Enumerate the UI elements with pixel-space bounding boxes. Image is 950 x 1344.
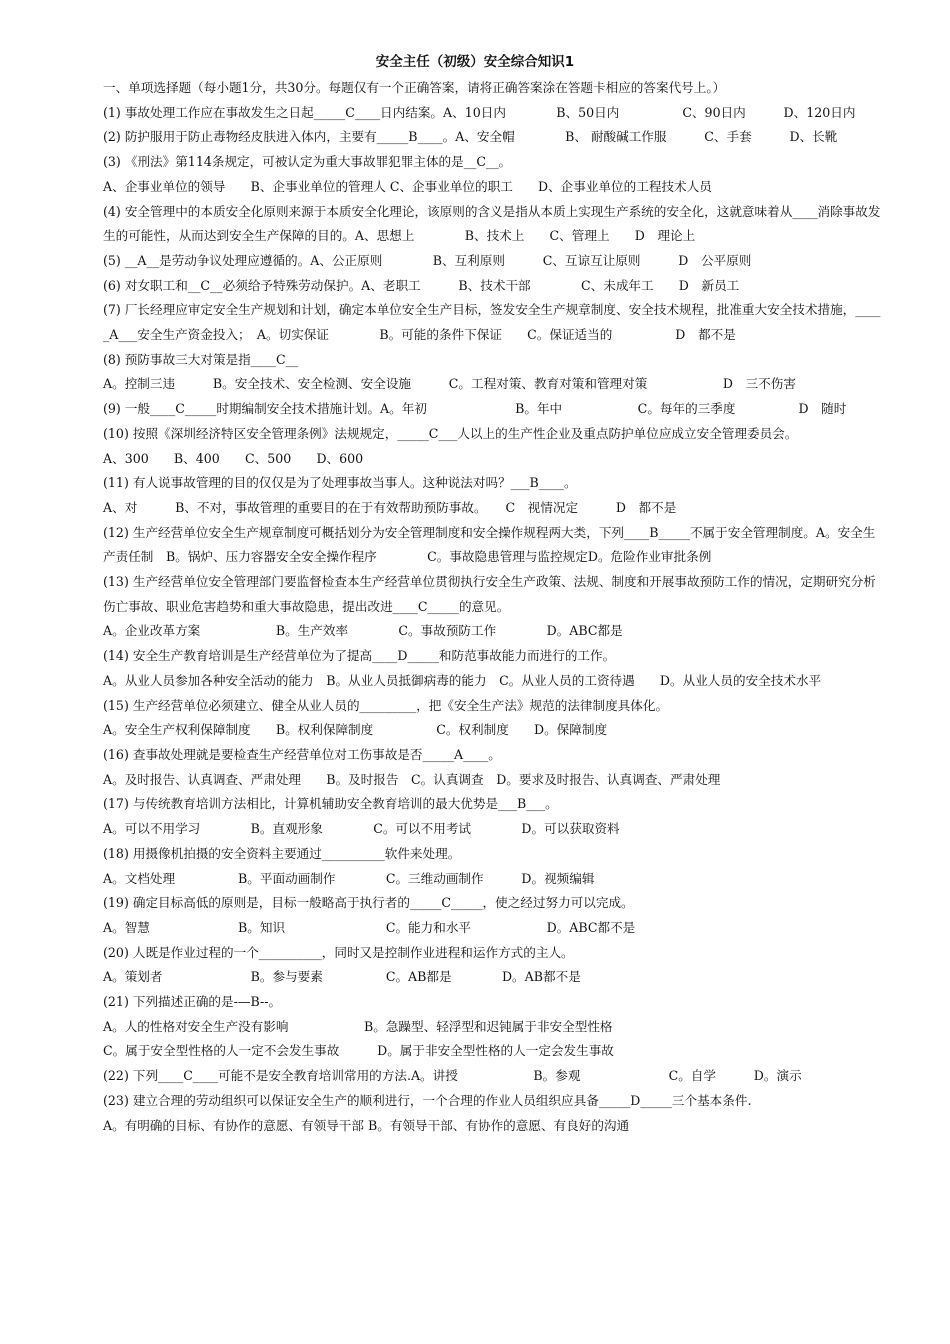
document-line: (13) 生产经营单位安全管理部门要监督检查本生产经营单位贯彻执行安全生产政策、法规、制度和开展事故预防工作的情况，定期研究分析伤亡事故、职业危害趋势和重大事故隐患，提出改进____C_____的意见。 xyxy=(103,574,876,614)
document-line: A。从业人员参加各种安全活动的能力 B。从业人员抵御病毒的能力 C。从业人员的工资待遇 D。从业人员的安全技术水平 xyxy=(103,672,822,688)
document-line: A。文档处理 B。平面动画制作 C。三维动画制作 D。视频编辑 xyxy=(103,870,595,886)
document-line: (22) 下列____C____可能不是安全教育培训常用的方法.A。讲授 B。参观 C。自学 D。演示 xyxy=(103,1068,802,1084)
document-line: (7) 厂长经理应审定安全生产规划和计划，确定本单位安全生产目标，签发安全生产规章制度、安全技术规程，批准重大安全技术措施，_____A___安全生产资金投入； A。切实保证 B。可能的条件下保证 C。保证适当的 D 都不是 xyxy=(103,302,881,343)
page-title: 安全主任（初级）安全综合知识1 xyxy=(375,54,575,70)
document-line: A。安全生产权利保障制度 B。权利保障制度 C。权利制度 D。保障制度 xyxy=(103,722,608,738)
document-line: (5) __A__是劳动争议处理应遵循的。A、公正原则 B、互利原则 C、互谅互让原则 D 公平原则 xyxy=(103,252,752,268)
document-line: A。策划者 B。参与要素 C。AB都是 D。AB都不是 xyxy=(103,969,581,985)
document-line: A。人的性格对安全生产没有影响 B。急躁型、轻浮型和迟钝属于非安全型性格 xyxy=(103,1018,613,1034)
document-line: A。有明确的目标、有协作的意愿、有领导干部 B。有领导干部、有协作的意愿、有良好的沟通 xyxy=(103,1117,630,1133)
document-line: 一、单项选择题（每小题1分，共30分。每题仅有一个正确答案，请将正确答案涂在答题卡相应的答案代号上。） xyxy=(103,80,726,95)
document-line: (19) 确定目标高低的原则是，目标一般略高于执行者的_____C_____，使之经过努力可以完成。 xyxy=(103,895,634,911)
document-line: (16) 查事故处理就是要检查生产经营单位对工伤事故是否_____A____。 xyxy=(103,746,501,762)
document-line: (9) 一般____C_____时期编制安全技术措施计划。A。年初 B。年中 C。每年的三季度 D 随时 xyxy=(103,401,847,417)
document-line: A。可以不用学习 B。直观形象 C。可以不用考试 D。可以获取资料 xyxy=(103,821,620,837)
document-line: (3) 《刑法》第114条规定，可被认定为重大事故罪犯罪主体的是__C__。 xyxy=(103,154,512,170)
document-line: (6) 对女职工和__C__必须给予特殊劳动保护。A、老职工 B、技术干部 C、未成年工 D 新员工 xyxy=(103,277,740,293)
document-line: C。属于安全型性格的人一定不会发生事故 D。属于非安全型性格的人一定会发生事故 xyxy=(103,1043,614,1059)
document-line: (8) 预防事故三大对策是指____C__ xyxy=(103,351,299,367)
document-line: (12) 生产经营单位安全生产规章制度可概括划分为安全管理制度和安全操作规程两大类，下列____B_____不属于安全管理制度。A。安全生产责任制 B。锅炉、压力容器安全安全操作程序 C。事故隐患管理与监控规定D。危险作业审批条例 xyxy=(103,524,876,565)
document-line: (10) 按照《深圳经济特区安全管理条例》法规规定，_____C___人以上的生产性企业及重点防护单位应成立安全管理委员会。 xyxy=(103,425,798,441)
document-line: (20) 人既是作业过程的一个__________，同时又是控制作业进程和运作方式的主人。 xyxy=(103,944,574,960)
document-line: A、企事业单位的领导 B、企事业单位的管理人 C、企事业单位的职工 D、企事业单位的工程技术人员 xyxy=(103,178,712,194)
document-line: (14) 安全生产教育培训是生产经营单位为了提高____D_____和防范事故能力而进行的工作。 xyxy=(103,648,616,664)
document-line: A、300 B、400 C、500 D、600 xyxy=(103,450,364,466)
document-body xyxy=(103,76,883,1138)
document-line: A。智慧 B。知识 C。能力和水平 D。ABC都不是 xyxy=(103,919,636,935)
document-line: (2) 防护服用于防止毒物经皮肤进入体内，主要有_____B____。A、安全帽 B、 耐酸碱工作服 C、手套 D、长靴 xyxy=(103,129,838,145)
document-line: (17) 与传统教育培训方法相比，计算机辅助安全教育培训的最大优势是___B___。 xyxy=(103,796,558,812)
document-line: A。控制三违 B。安全技术、安全检测、安全设施 C。工程对策、教育对策和管理对策 D 三不伤害 xyxy=(103,376,796,392)
document-line: (23) 建立合理的劳动组织可以保证安全生产的顺利进行，一个合理的作业人员组织应具备_____D_____三个基本条件. xyxy=(103,1092,752,1108)
document-line: (18) 用摄像机拍摄的安全资料主要通过__________软件来处理。 xyxy=(103,845,461,861)
document-line: (11) 有人说事故管理的目的仅仅是为了处理事故当事人。这种说法对吗？___B____。 xyxy=(103,475,577,491)
document-line: (21) 下列描述正确的是-—B--。 xyxy=(103,994,282,1010)
document-line: A。及时报告、认真调查、严肃处理 B。及时报告 C。认真调查 D。要求及时报告、认真调查、严肃处理 xyxy=(103,771,721,787)
document-line: A、对 B、不对，事故管理的重要目的在于有效帮助预防事故。 C 视情况定 D 都不是 xyxy=(103,499,677,515)
document-line: (1) 事故处理工作应在事故发生之日起_____C____日内结案。A、10日内 B、50日内 C、90日内 D、120日内 xyxy=(103,104,856,120)
document-line: (15) 生产经营单位必须建立、健全从业人员的_________，把《安全生产法》规范的法律制度具体化。 xyxy=(103,697,669,713)
document-line: (4) 安全管理中的本质安全化原则来源于本质安全化理论，该原则的含义是指从本质上实现生产系统的安全化，这就意味着从____消除事故发生的可能性，从而达到安全生产保障的目的。A、思想上 B、技术上 C、管理上 D 理论上 xyxy=(103,203,881,244)
document-line: A。企业改革方案 B。生产效率 C。事故预防工作 D。ABC都是 xyxy=(103,623,623,639)
